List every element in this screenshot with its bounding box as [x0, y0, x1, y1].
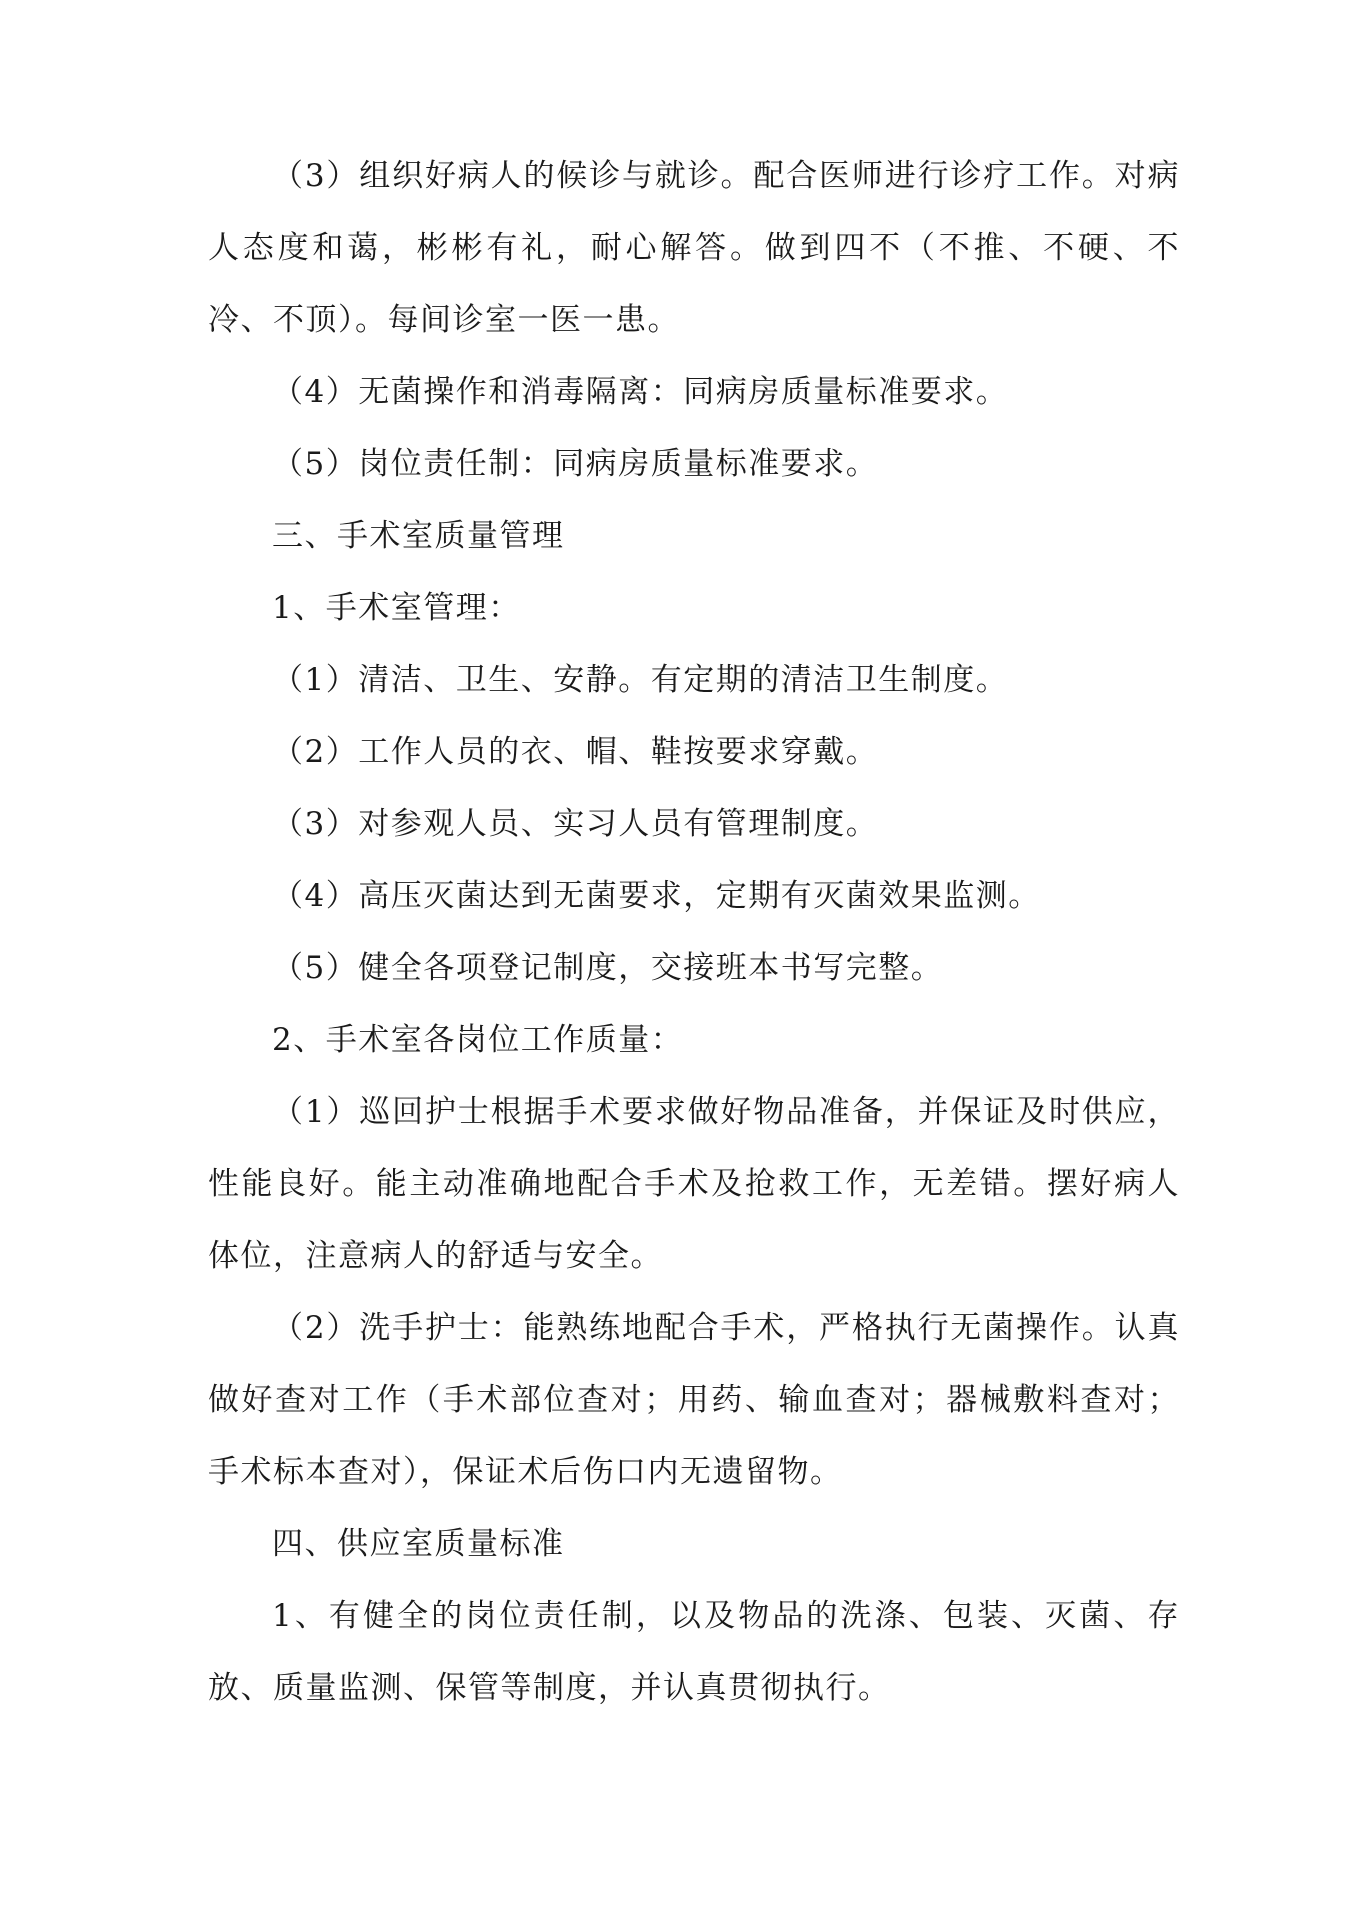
paragraph-scrub-nurse: （2）洗手护士：能熟练地配合手术，严格执行无菌操作。认真做好查对工作（手术部位查对；用药、输血查对；器械敷料查对；手术标本查对），保证术后伤口内无遗留物。	[208, 1310, 1180, 1490]
section-heading-operating-room: 三、手术室质量管理	[272, 518, 565, 554]
paragraph-waiting-and-consultation: （3）组织好病人的候诊与就诊。配合医师进行诊疗工作。对病人态度和蔼，彬彬有礼，耐心解答。做到四不（不推、不硬、不冷、不顶）。每间诊室一医一患。	[208, 158, 1180, 338]
paragraph-aseptic-operation: （4）无菌操作和消毒隔离：同病房质量标准要求。	[272, 374, 1009, 410]
subheading-post-work-quality: 2、手术室各岗位工作质量：	[272, 1022, 684, 1058]
subheading-operating-room-management: 1、手术室管理：	[272, 590, 521, 626]
paragraph-supply-room-responsibility: 1、有健全的岗位责任制，以及物品的洗涤、包装、灭菌、存放、质量监测、保管等制度，并认真贯彻执行。	[208, 1598, 1180, 1706]
paragraph-registration-system: （5）健全各项登记制度，交接班本书写完整。	[272, 950, 944, 986]
paragraph-cleanliness: （1）清洁、卫生、安静。有定期的清洁卫生制度。	[272, 662, 1009, 698]
paragraph-staff-attire: （2）工作人员的衣、帽、鞋按要求穿戴。	[272, 734, 879, 770]
paragraph-sterilization: （4）高压灭菌达到无菌要求，定期有灭菌效果监测。	[272, 878, 1041, 914]
paragraph-post-responsibility: （5）岗位责任制：同病房质量标准要求。	[272, 446, 879, 482]
section-heading-supply-room: 四、供应室质量标准	[272, 1526, 565, 1562]
paragraph-circulating-nurse: （1）巡回护士根据手术要求做好物品准备，并保证及时供应，性能良好。能主动准确地配合手术及抢救工作，无差错。摆好病人体位，注意病人的舒适与安全。	[208, 1094, 1180, 1274]
document-body	[208, 140, 1180, 1724]
paragraph-visitor-management: （3）对参观人员、实习人员有管理制度。	[272, 806, 879, 842]
